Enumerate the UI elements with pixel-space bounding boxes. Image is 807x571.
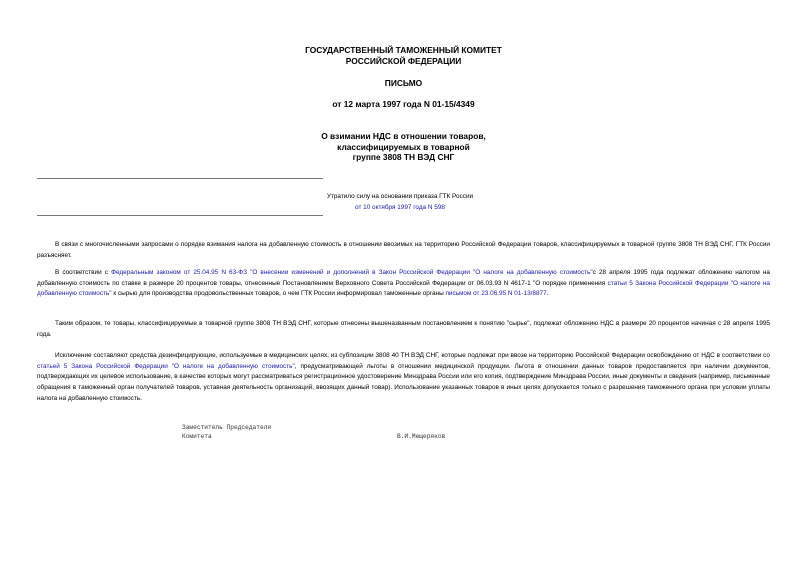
signature-block	[182, 423, 446, 441]
subject-line-1: О взимании НДС в отношении товаров,	[321, 131, 486, 141]
signer-title-2: Комитета	[182, 433, 212, 440]
article-5-link-2[interactable]: статьей 5 Закона Российской Федерации "О налоге на добавленную стоимость"	[37, 362, 295, 370]
subject-line-3: группе 3808 ТН ВЭД СНГ	[352, 152, 455, 162]
p2-text-a: В соответствии с	[55, 269, 112, 276]
document-date: от 12 марта 1997 года N 01-15/4349	[332, 99, 475, 109]
letter-link[interactable]: письмом от 23.06.95 N 01-13/8877	[445, 290, 547, 298]
paragraph-3: Таким образом, те товары, классифицируемые в товарной группе 3808 ТН ВЭД СНГ, которые отнесены вышеназванным постановлением к понятию "сырье", подлежат обложению НДС в размере 20 процентов начиная с 28 апреля 1995 года.	[37, 320, 770, 338]
signer-title-1: Заместитель Председателя	[182, 424, 272, 431]
status-note	[290, 192, 510, 213]
p4-text-b: , предусматривающей льготы в отношении медицинской продукции. Льгота в отношении данных товаров предоставляется при наличии документов, подтверждающих их целевое использование, в качестве которых могут рассматриваться регистрационное удостоверение Минздрава России или его копия, подтверждение Минздрава России, иные документы и сведения (например, письменные обращения в таможенный орган получателей товаров, уставная деятельность организаций, ввозящих данный товар). Использование указанных товаров в иных целях допускается только с разрешения таможенного органа при условии уплаты налога на добавленную стоимость.	[37, 362, 770, 402]
paragraph-1: В связи с многочисленными запросами о порядке взимания налога на добавленную стоимость в отношении ввозимых на территорию Российской Федерации товаров, классифицируемых в товарной группе 3808 ТН ВЭД СНГ, ГТК России разъясняет.	[37, 241, 770, 259]
org-line-1: ГОСУДАРСТВЕННЫЙ ТАМОЖЕННЫЙ КОМИТЕТ	[305, 45, 502, 55]
p2-text-b: с 28 апреля 1995 года подлежат обложению налогом на добавленную стоимость по ставке в размере 20 процентов товары, отнесенные Постановлением Верховного Совета Российской Федерации от 06.03.93 N 4617-1 "О порядке применения	[37, 269, 770, 287]
document-subject	[0, 131, 807, 163]
divider-top	[37, 178, 323, 179]
paragraph-2	[37, 268, 770, 300]
divider-bottom	[37, 215, 323, 216]
document-type: ПИСЬМО	[384, 78, 423, 88]
article-5-link[interactable]: статьи 5 Закона Российской Федерации "О налоге на добавленную стоимость"	[37, 279, 770, 298]
signer-name: В.И.Мещеряков	[397, 433, 446, 440]
federal-law-link[interactable]: Федеральным законом от 25.04.95 N 63-ФЗ "О внесении изменений и дополнений в Закон Российской Федерации "О налоге на добавленную стоимость"	[111, 269, 593, 276]
status-text: Утратило силу на основании приказа ГТК России	[326, 193, 474, 200]
paragraph-4	[37, 351, 770, 405]
status-order-link[interactable]: от 10 октября 1997 года N 598	[355, 203, 445, 211]
p2-text-d: .	[546, 290, 549, 298]
subject-line-2: классифицируемых в товарной	[337, 141, 470, 152]
org-line-2: РОССИЙСКОЙ ФЕДЕРАЦИИ	[345, 55, 462, 66]
p2-text-c: к сырью для производства продовольственных товаров, о чем ГТК России информировал таможенные органы	[111, 290, 446, 298]
issuing-authority	[0, 45, 807, 66]
p4-text-a: Исключение составляют средства дезинфицирующие, используемые в медицинских целях, из субпозиции 3808 40 ТН ВЭД СНГ, которые подлежат при ввозе на территорию Российской Федерации освобождению от НДС в соответствии со	[55, 352, 770, 359]
